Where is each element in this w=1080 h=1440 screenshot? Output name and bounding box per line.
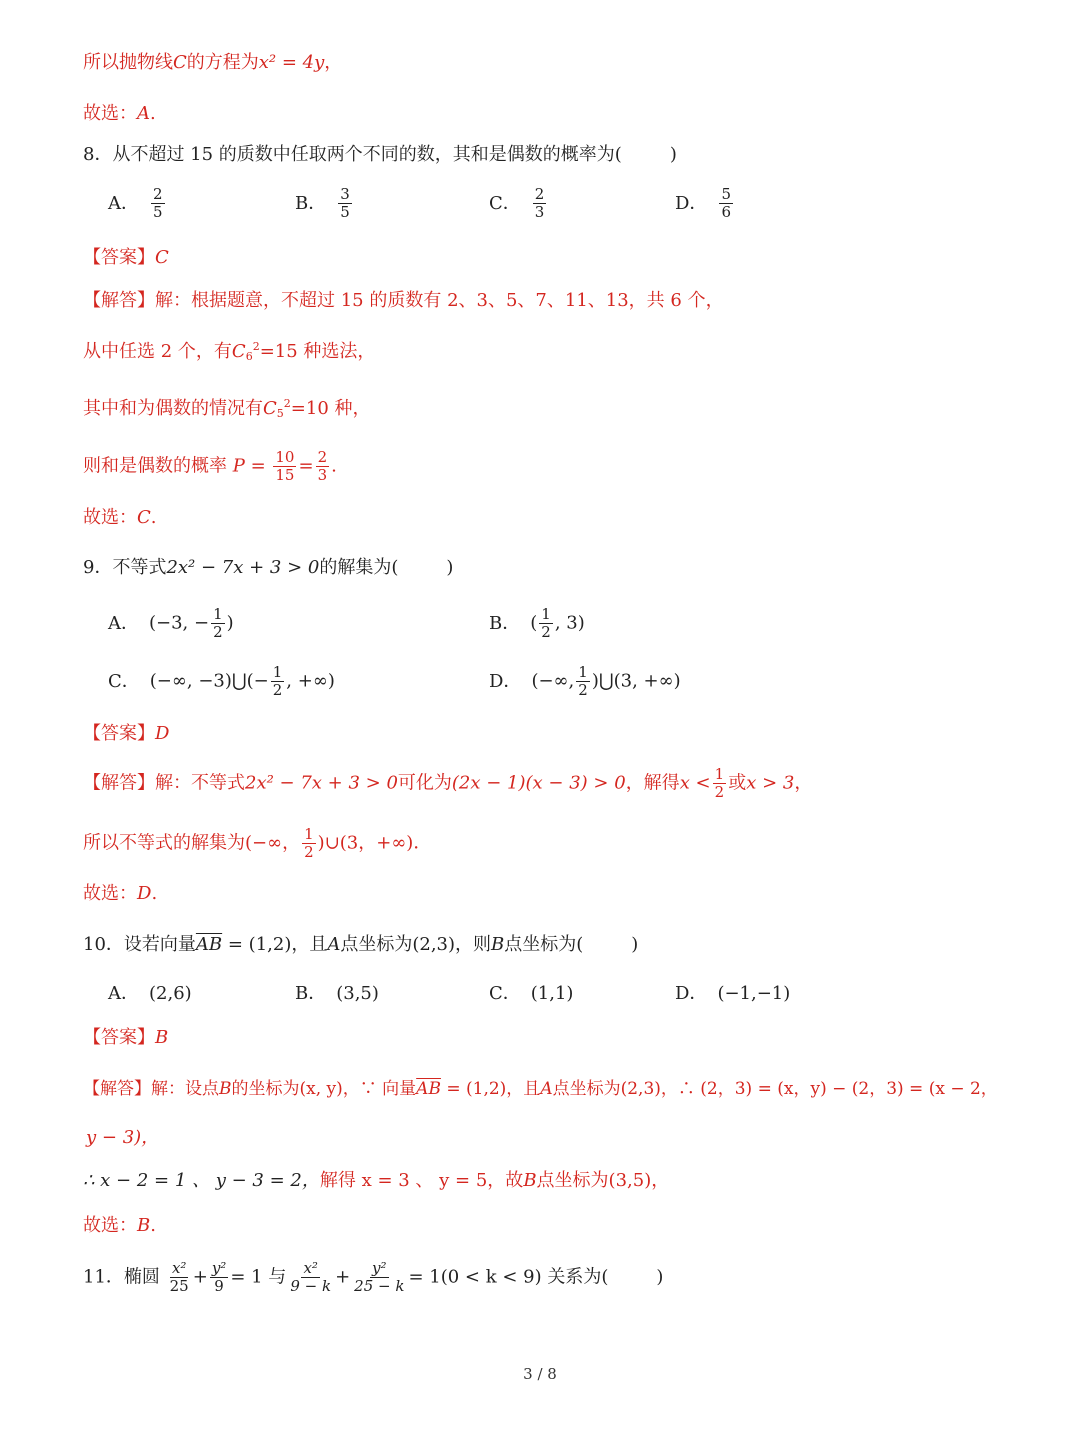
option-label: B． bbox=[295, 192, 327, 214]
text: =10 种， bbox=[290, 398, 371, 419]
option-d bbox=[675, 981, 790, 1007]
question-text: 8．从不超过 15 的质数中任取两个不同的数，其和是偶数的概率为( bbox=[83, 144, 622, 165]
denominator: 25 − k bbox=[354, 1277, 405, 1295]
answer-line bbox=[83, 721, 169, 747]
math: 2x² − 7x + 3 > 0 bbox=[166, 557, 320, 578]
numerator: 2 bbox=[317, 448, 328, 466]
page-number: 3 / 8 bbox=[523, 1365, 557, 1383]
select-label: 故选： bbox=[83, 103, 137, 124]
solution-line bbox=[83, 826, 431, 861]
vector: $\overline{AB}$ bbox=[416, 1079, 441, 1099]
denominator: 5 bbox=[340, 203, 350, 221]
subscript: 6 bbox=[245, 350, 253, 363]
math: x < bbox=[679, 772, 711, 794]
text: 所以不等式的解集为(−∞， bbox=[83, 832, 301, 854]
denominator: 5 bbox=[153, 203, 163, 221]
text: 或 bbox=[728, 772, 747, 794]
denominator: 9 − k bbox=[290, 1277, 332, 1295]
option-c bbox=[489, 981, 573, 1007]
text: . bbox=[331, 455, 337, 477]
vector: $\overline{AB}$ bbox=[195, 934, 223, 955]
answer-value: B bbox=[155, 1027, 169, 1048]
answer-line bbox=[83, 1025, 168, 1051]
solution-line bbox=[86, 1125, 159, 1151]
option-value: (−1,−1) bbox=[717, 983, 791, 1004]
denominator: 2 bbox=[541, 623, 551, 641]
fraction bbox=[338, 186, 352, 221]
select-value: D bbox=[137, 883, 152, 904]
fraction bbox=[316, 449, 330, 484]
option-b bbox=[295, 981, 379, 1007]
math: A bbox=[540, 1079, 553, 1099]
math: P = bbox=[232, 455, 266, 477]
fraction bbox=[533, 186, 547, 221]
denominator: 3 bbox=[317, 466, 328, 484]
question-10-stem bbox=[83, 932, 638, 958]
option-d bbox=[489, 664, 681, 699]
select-line bbox=[83, 505, 157, 531]
question-11-stem bbox=[83, 1260, 663, 1295]
text: ) bbox=[226, 612, 234, 634]
numerator: 5 bbox=[721, 185, 731, 203]
numerator: 10 bbox=[275, 448, 295, 466]
solution-line bbox=[83, 1168, 669, 1194]
option-a bbox=[108, 186, 167, 221]
text: ，解得 bbox=[625, 772, 680, 794]
fraction bbox=[713, 766, 727, 801]
parabola-conclusion bbox=[83, 50, 342, 76]
text: 点坐标为( bbox=[504, 934, 584, 955]
option-label: C． bbox=[489, 192, 521, 214]
solution-line bbox=[83, 766, 812, 801]
question-8-stem bbox=[83, 142, 677, 168]
subscript: 5 bbox=[276, 407, 284, 420]
math: B bbox=[523, 1170, 537, 1191]
text: . bbox=[150, 1215, 156, 1236]
select-value: A bbox=[137, 103, 150, 124]
option-value: (2,6) bbox=[149, 983, 192, 1004]
text: 其中和为偶数的情况有 bbox=[83, 398, 263, 419]
math: x² = 4y bbox=[258, 52, 325, 73]
option-label: B． bbox=[489, 612, 521, 634]
text: = bbox=[298, 455, 314, 477]
denominator: 15 bbox=[275, 466, 295, 484]
text: = (1,2)，且 bbox=[222, 934, 328, 955]
option-label: D． bbox=[675, 192, 708, 214]
math: ∴ x − 2 = 1 、 y − 3 = 2， bbox=[83, 1170, 320, 1191]
select-value: B bbox=[137, 1215, 151, 1236]
fraction bbox=[210, 1260, 229, 1295]
denominator: 6 bbox=[721, 203, 731, 221]
math: C bbox=[263, 398, 277, 419]
text: (−3, − bbox=[149, 612, 210, 634]
solution-tag: 【解答】 bbox=[83, 772, 155, 794]
fraction bbox=[273, 449, 296, 484]
math: x > 3 bbox=[746, 772, 795, 794]
math: y − 3)， bbox=[86, 1127, 160, 1148]
option-label: C． bbox=[489, 983, 521, 1004]
text: 解：不等式 bbox=[155, 772, 245, 794]
solution-line bbox=[83, 396, 371, 422]
text: 所以抛物线 bbox=[83, 52, 173, 73]
question-text: 的解集为( bbox=[319, 557, 399, 578]
numerator: x² bbox=[303, 1259, 318, 1277]
solution-line bbox=[83, 1076, 998, 1102]
fraction bbox=[288, 1260, 333, 1295]
math: B bbox=[219, 1079, 232, 1099]
option-b bbox=[295, 186, 354, 221]
math: B bbox=[491, 934, 505, 955]
text: 点坐标为(3,5)， bbox=[536, 1170, 670, 1191]
text: , +∞) bbox=[286, 670, 335, 692]
text: 的坐标为(x, y)，∵ 向量 bbox=[231, 1079, 417, 1099]
solution-tag: 【解答】 bbox=[83, 290, 155, 311]
solution-line bbox=[83, 288, 724, 314]
text: )⋃(3, +∞) bbox=[591, 670, 681, 692]
numerator: y² bbox=[211, 1259, 227, 1277]
select-line bbox=[83, 1213, 156, 1239]
option-label: B． bbox=[295, 983, 327, 1004]
text: ， bbox=[794, 772, 813, 794]
numerator: 1 bbox=[578, 663, 588, 681]
text: (−∞, bbox=[531, 670, 575, 692]
select-line bbox=[83, 881, 157, 907]
fraction bbox=[271, 664, 285, 699]
solution-line bbox=[83, 339, 375, 365]
select-label: 故选： bbox=[83, 883, 137, 904]
select-value: C bbox=[137, 507, 151, 528]
denominator: 25 bbox=[169, 1277, 189, 1295]
math: (2x − 1)(x − 3) > 0 bbox=[451, 772, 626, 794]
answer-value: D bbox=[155, 723, 170, 744]
solution-tag: 【解答】 bbox=[83, 1079, 151, 1099]
option-label: A． bbox=[108, 612, 139, 634]
text: 解：设点 bbox=[151, 1079, 219, 1099]
answer-tag: 【答案】 bbox=[83, 1027, 155, 1048]
numerator: 1 bbox=[541, 605, 551, 623]
option-value: (1,1) bbox=[530, 983, 574, 1004]
select-label: 故选： bbox=[83, 507, 137, 528]
superscript: 2 bbox=[252, 340, 260, 353]
solution-line bbox=[83, 449, 337, 484]
option-c bbox=[489, 186, 548, 221]
option-c bbox=[108, 664, 335, 699]
text: = 1 与 bbox=[230, 1266, 287, 1288]
numerator: 1 bbox=[304, 825, 314, 843]
text: 从中任选 2 个，有 bbox=[83, 341, 232, 362]
fraction bbox=[719, 186, 733, 221]
text: = 1(0 < k < 9) 关系为( bbox=[408, 1266, 609, 1288]
option-label: A． bbox=[108, 983, 139, 1004]
fraction bbox=[168, 1260, 191, 1295]
denominator: 2 bbox=[304, 843, 314, 861]
paren-close: ) bbox=[631, 934, 639, 955]
answer-value: C bbox=[155, 247, 169, 268]
option-a bbox=[108, 606, 234, 641]
option-label: C． bbox=[108, 670, 140, 692]
question-9-stem bbox=[83, 555, 453, 581]
fraction bbox=[352, 1260, 406, 1295]
select-label: 故选： bbox=[83, 1215, 137, 1236]
math: C bbox=[231, 341, 246, 362]
fraction bbox=[576, 664, 590, 699]
numerator: 2 bbox=[153, 185, 163, 203]
option-b bbox=[489, 606, 585, 641]
option-value: (3,5) bbox=[336, 983, 379, 1004]
text: . bbox=[150, 507, 157, 528]
denominator: 2 bbox=[578, 681, 588, 699]
text: =15 种选法， bbox=[259, 341, 376, 362]
answer-tag: 【答案】 bbox=[83, 247, 155, 268]
paren-close: ) bbox=[669, 144, 677, 165]
text: 的方程为 bbox=[186, 52, 259, 73]
text: )∪(3，+∞)． bbox=[317, 832, 432, 854]
answer-tag: 【答案】 bbox=[83, 723, 155, 744]
text: . bbox=[151, 883, 158, 904]
denominator: 2 bbox=[213, 623, 223, 641]
denominator: 9 bbox=[214, 1277, 224, 1295]
question-text: 9．不等式 bbox=[83, 557, 167, 578]
numerator: 1 bbox=[272, 663, 283, 681]
math: 2x² − 7x + 3 > 0 bbox=[245, 772, 398, 794]
option-a bbox=[108, 981, 192, 1007]
numerator: 1 bbox=[213, 605, 223, 623]
text: , 3) bbox=[554, 612, 585, 634]
option-label: D． bbox=[489, 670, 522, 692]
question-text: 10．设若向量 bbox=[83, 934, 196, 955]
text: (−∞, −3)⋃(− bbox=[149, 670, 269, 692]
numerator: 3 bbox=[340, 185, 350, 203]
denominator: 3 bbox=[534, 203, 545, 221]
numerator: y² bbox=[372, 1259, 387, 1277]
text: 点坐标为(2,3)，则 bbox=[340, 934, 492, 955]
numerator: 1 bbox=[714, 765, 725, 783]
solution-text: 解：根据题意，不超过 15 的质数有 2、3、5、7、11、13，共 6 个， bbox=[155, 290, 724, 311]
numerator: 2 bbox=[534, 185, 545, 203]
text: + bbox=[192, 1266, 208, 1288]
fraction bbox=[539, 606, 553, 641]
option-d bbox=[675, 186, 735, 221]
option-label: A． bbox=[108, 192, 139, 214]
fraction bbox=[302, 826, 316, 861]
fraction bbox=[151, 186, 165, 221]
question-text: 11．椭圆 bbox=[83, 1266, 160, 1288]
fraction bbox=[211, 606, 225, 641]
denominator: 2 bbox=[272, 681, 283, 699]
text: = (1,2)，且 bbox=[440, 1079, 541, 1099]
superscript: 2 bbox=[283, 397, 291, 410]
text: ( bbox=[530, 612, 538, 634]
text: 点坐标为(2,3)，∴ (2，3) = (x，y) − (2，3) = (x − 2， bbox=[552, 1079, 998, 1099]
numerator: x² bbox=[171, 1259, 187, 1277]
denominator: 2 bbox=[714, 783, 725, 801]
text: ， bbox=[324, 52, 343, 73]
text: . bbox=[150, 103, 156, 124]
text: 则和是偶数的概率 bbox=[83, 455, 227, 477]
paren-close: ) bbox=[656, 1266, 664, 1288]
select-line bbox=[83, 101, 156, 127]
math: A bbox=[327, 934, 341, 955]
text: 可化为 bbox=[397, 772, 452, 794]
math: C bbox=[173, 52, 187, 73]
paren-close: ) bbox=[446, 557, 454, 578]
answer-line bbox=[83, 245, 169, 271]
text: + bbox=[335, 1266, 351, 1288]
option-label: D． bbox=[675, 983, 708, 1004]
text: 解得 x = 3 、 y = 5，故 bbox=[319, 1170, 524, 1191]
